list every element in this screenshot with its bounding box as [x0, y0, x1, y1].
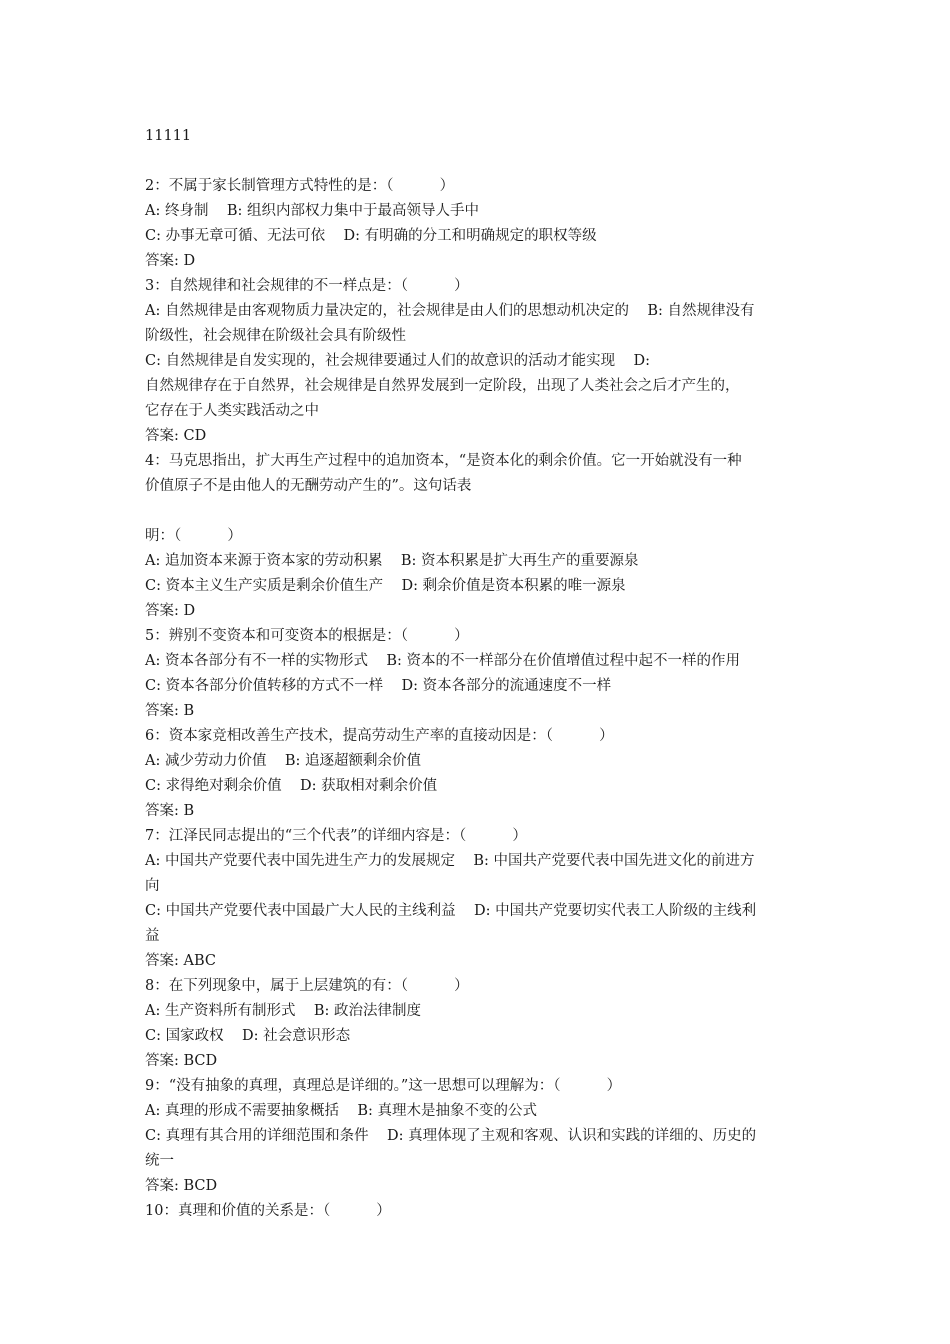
text-line: 答案: BCD [145, 1053, 218, 1069]
text-line: 答案: D [145, 253, 196, 269]
document-page [145, 124, 813, 1224]
text-line: C: 办事无章可循、无法可依 D: 有明确的分工和明确规定的职权等级 [145, 228, 597, 244]
text-line: A: 生产资料所有制形式 B: 政治法律制度 [145, 1003, 422, 1019]
blank-line [145, 499, 813, 524]
text-line: 答案: B [145, 803, 195, 819]
text-line: A: 追加资本来源于资本家的劳动积累 B: 资本积累是扩大再生产的重要源泉 [145, 553, 639, 569]
text-line: C: 自然规律是自发实现的，社会规律要通过人们的故意识的活动才能实现 D: [145, 353, 651, 369]
text-line: 答案: BCD [145, 1178, 218, 1194]
text-line: 8：在下列现象中，属于上层建筑的有：（ ） [145, 978, 469, 994]
text-line: A: 减少劳动力价值 B: 追逐超额剩余价值 [145, 753, 422, 769]
text-line: A: 真理的形成不需要抽象概括 B: 真理木是抽象不变的公式 [145, 1103, 538, 1119]
text-line: 阶级性，社会规律在阶级社会具有阶级性 [145, 328, 406, 344]
text-line: 5：辨别不变资本和可变资本的根据是：（ ） [145, 628, 469, 644]
text-line: 向 [145, 878, 160, 894]
text-line: 10：真理和价值的关系是：（ ） [145, 1203, 391, 1219]
text-line: 答案: D [145, 603, 196, 619]
text-line: 4：马克思指出，扩大再生产过程中的追加资本，“是资本化的剩余价值。它一开始就没有一种 [145, 453, 742, 469]
text-line: A: 中国共产党要代表中国先进生产力的发展规定 B: 中国共产党要代表中国先进文化的前进方 [145, 853, 755, 869]
text-line: 答案: ABC [145, 953, 216, 969]
text-line: C: 资本各部分价值转移的方式不一样 D: 资本各部分的流通速度不一样 [145, 678, 612, 694]
text-line: 益 [145, 928, 160, 944]
text-line: 自然规律存在于自然界，社会规律是自然界发展到一定阶段，出现了人类社会之后才产生的， [145, 378, 740, 394]
text-line: 7：江泽民同志提出的“三个代表”的详细内容是：（ ） [145, 828, 527, 844]
text-line: 2：不属于家长制管理方式特性的是：（ ） [145, 178, 455, 194]
text-line: A: 自然规律是由客观物质力量决定的，社会规律是由人们的思想动机决定的 B: 自然规律没有 [145, 303, 755, 319]
text-line: C: 求得绝对剩余价值 D: 获取相对剩余价值 [145, 778, 438, 794]
text-line: C: 真理有其合用的详细范围和条件 D: 真理体现了主观和客观、认识和实践的详细的、历史的 [145, 1128, 757, 1144]
blank-line [145, 149, 813, 174]
text-line: 答案: B [145, 703, 195, 719]
document-body [145, 149, 813, 1224]
text-line: 它存在于人类实践活动之中 [145, 403, 319, 419]
text-line: C: 国家政权 D: 社会意识形态 [145, 1028, 351, 1044]
text-line: 答案: CD [145, 428, 207, 444]
text-line: C: 中国共产党要代表中国最广大人民的主线利益 D: 中国共产党要切实代表工人阶级的主线利 [145, 903, 757, 919]
text-line: A: 终身制 B: 组织内部权力集中于最高领导人手中 [145, 203, 480, 219]
text-line: 统一 [145, 1153, 174, 1169]
text-line: C: 资本主义生产实质是剩余价值生产 D: 剩余价值是资本积累的唯一源泉 [145, 578, 626, 594]
text-line: 明：（ ） [145, 528, 242, 544]
text-line: A: 资本各部分有不一样的实物形式 B: 资本的不一样部分在价值增值过程中起不一样的作用 [145, 653, 741, 669]
document-header: 11111 [145, 128, 192, 144]
text-line: 9：“没有抽象的真理，真理总是详细的。”这一思想可以理解为：（ ） [145, 1078, 622, 1094]
text-line: 3：自然规律和社会规律的不一样点是：（ ） [145, 278, 469, 294]
text-line: 6：资本家竞相改善生产技术，提高劳动生产率的直接动因是：（ ） [145, 728, 614, 744]
text-line: 价值原子不是由他人的无酬劳动产生的”。这句话表 [145, 478, 472, 494]
